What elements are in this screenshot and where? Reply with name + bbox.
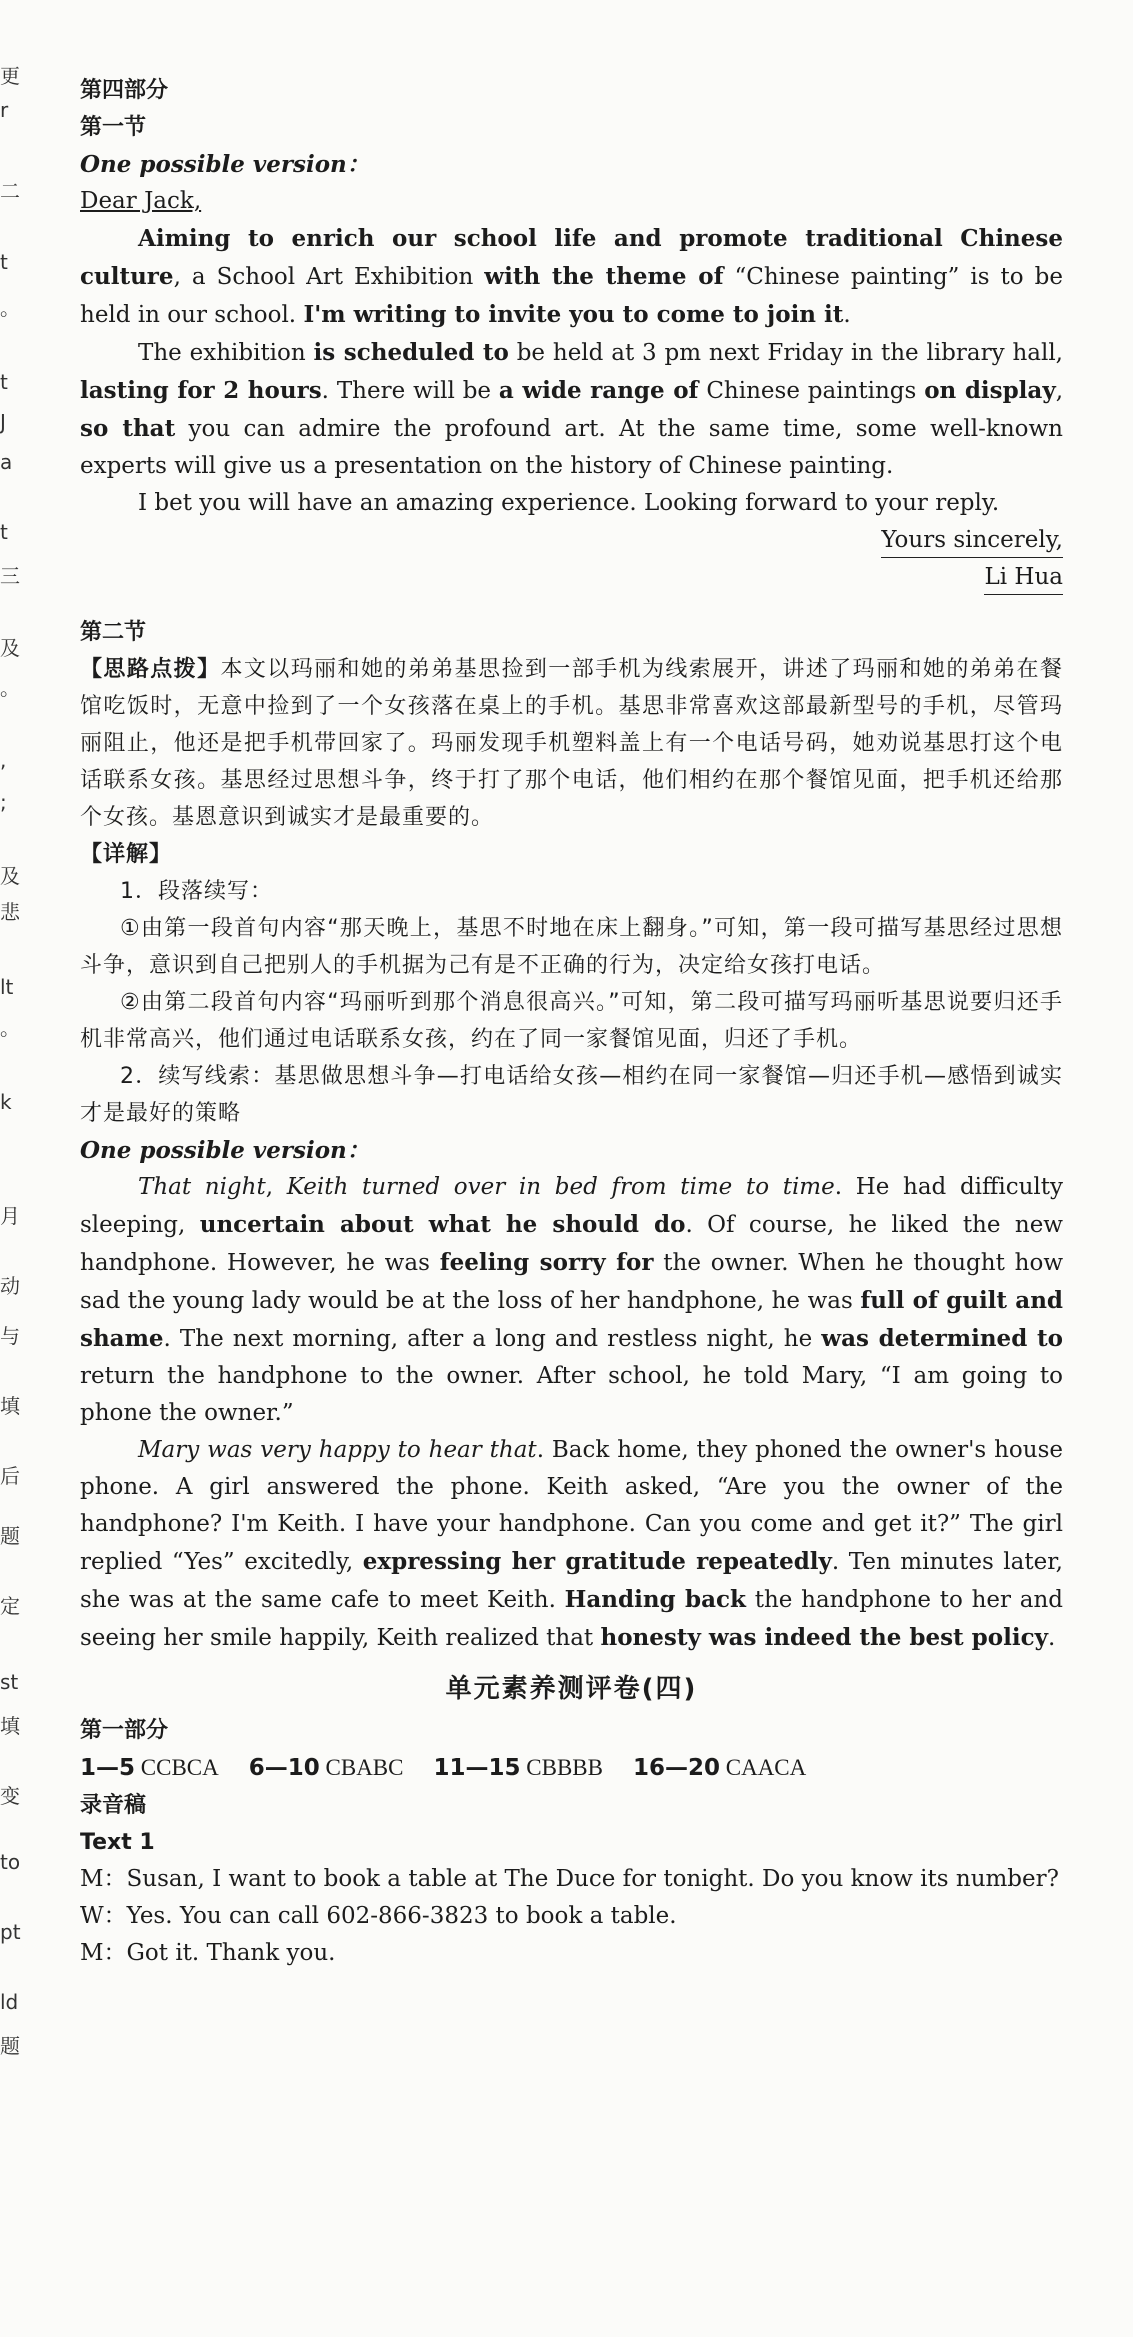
answer-keys: CBBBB bbox=[520, 1755, 603, 1780]
dialogue-line: M：Susan, I want to book a table at The Duce for tonight. Do you know its number? bbox=[80, 1866, 1059, 1892]
text-run: so that bbox=[80, 415, 176, 442]
text-run: the owner. When he thought how sad the young lady would be at the loss of her handphone, he was bbox=[80, 1250, 1063, 1314]
margin-fragment: 三 bbox=[0, 564, 20, 588]
text-run: uncertain about what he should do bbox=[199, 1211, 686, 1238]
story-paragraph-2 bbox=[80, 1432, 1063, 1657]
text-run: . Of course, he liked the new handphone. However, he was bbox=[80, 1212, 1063, 1276]
hint-label: 【思路点拨】 bbox=[80, 657, 221, 682]
transcript-heading: 录音稿 bbox=[80, 1793, 147, 1818]
margin-fragment: 动 bbox=[0, 1274, 20, 1298]
text-run: . Back home, they phoned the owner's house phone. A girl answered the phone. Keith asked, “Are you the owner of the handphone? I'm Keith. I have your handphone. Can you come and get it?” The girl replied “Yes” excitedly, bbox=[80, 1437, 1063, 1575]
text-run: Chinese paintings bbox=[698, 378, 925, 404]
part4-heading: 第四部分 bbox=[80, 78, 169, 103]
text-run: is scheduled to bbox=[313, 339, 509, 366]
text-run: Mary was very happy to hear that bbox=[138, 1437, 537, 1463]
margin-fragment: pt bbox=[0, 1920, 21, 1944]
text-run: a wide range of bbox=[498, 377, 699, 404]
margin-fragment: st bbox=[0, 1670, 19, 1694]
margin-fragment: 。 bbox=[0, 296, 20, 320]
version-label: One possible version： bbox=[80, 151, 370, 178]
dialogue-line: M：Got it. Thank you. bbox=[80, 1940, 336, 1966]
detail-label: 【详解】 bbox=[80, 842, 173, 867]
margin-fragment: 及 bbox=[0, 864, 20, 888]
answer-range: 16—20 bbox=[632, 1755, 720, 1781]
text-run: be held at 3 pm next Friday in the library hall, bbox=[508, 340, 1063, 366]
margin-fragment: 后 bbox=[0, 1464, 20, 1488]
hint-paragraph: 【思路点拨】本文以玛丽和她的弟弟基思捡到一部手机为线索展开，讲述了玛丽和她的弟弟在餐馆吃饭时，无意中捡到了一个女孩落在桌上的手机。基思非常喜欢这部最新型号的手机，尽管玛丽阻止，他还是把手机带回家了。玛丽发现手机塑料盖上有一个电话号码，她劝说基思打这个电话联系女孩。基思经过思想斗争，终于打了那个电话，他们相约在那个餐馆见面，把手机还给那个女孩。基恩意识到诚实才是最重要的。 bbox=[80, 657, 1063, 830]
margin-fragment: 题 bbox=[0, 2034, 20, 2058]
answer-keys: CCBCA bbox=[135, 1755, 219, 1780]
answer-range: 11—15 bbox=[433, 1755, 521, 1781]
margin-fragment: 填 bbox=[0, 1394, 20, 1418]
text-run: return the handphone to the owner. After school, he told Mary, “I am going to phone the owner.” bbox=[80, 1363, 1063, 1426]
margin-fragment: 更 bbox=[0, 64, 20, 88]
margin-fragment: a bbox=[0, 450, 13, 474]
text-run: you can admire the profound art. At the same time, some well-known experts will give us a presentation on the history of Chinese painting. bbox=[80, 416, 1063, 479]
text-run: . There will be bbox=[321, 378, 499, 404]
letter-paragraph-1 bbox=[80, 220, 1063, 334]
letter-closing: Yours sincerely, bbox=[80, 522, 1063, 559]
text-run: was determined to bbox=[821, 1325, 1063, 1352]
answer-keys: CAACA bbox=[720, 1755, 807, 1780]
version-label-2: One possible version： bbox=[80, 1137, 370, 1164]
answer-range: 1—5 bbox=[80, 1755, 136, 1781]
text-run: That night bbox=[138, 1174, 266, 1200]
margin-fragment: 二 bbox=[0, 179, 20, 203]
text-run: . The next morning, after a long and restless night, he bbox=[163, 1326, 822, 1352]
text-run: on display bbox=[924, 377, 1056, 404]
text-run: . He had difficulty sleeping, bbox=[80, 1174, 1064, 1238]
answer-key-row bbox=[80, 1749, 1063, 1787]
unit-test-title: 单元素养测评卷(四) bbox=[445, 1674, 698, 1704]
margin-fragment: 填 bbox=[0, 1714, 20, 1738]
text-run: feeling sorry for bbox=[439, 1249, 654, 1276]
margin-fragment: 。 bbox=[0, 1016, 20, 1040]
detail-item-1a: ①由第一段首句内容“那天晚上，基思不时地在床上翻身。”可知，第一段可描写基思经过思想斗争，意识到自己把别人的手机据为己有是不正确的行为，决定给女孩打电话。 bbox=[80, 916, 1063, 978]
margin-fragment: lt bbox=[0, 975, 14, 999]
unit-part1-heading: 第一部分 bbox=[80, 1718, 169, 1743]
detail-item-1: 1．段落续写： bbox=[120, 879, 273, 904]
margin-fragment: 及 bbox=[0, 636, 20, 660]
margin-fragment: k bbox=[0, 1090, 12, 1114]
answer-keys: CBABC bbox=[319, 1755, 404, 1780]
text1-heading: Text 1 bbox=[80, 1830, 155, 1855]
answer-range: 6—10 bbox=[248, 1755, 320, 1781]
text-run: Aiming to enrich our school life and promote traditional Chinese culture bbox=[80, 225, 1063, 290]
text-run: expressing her gratitude repeatedly bbox=[362, 1548, 832, 1575]
margin-fragment: to bbox=[0, 1850, 21, 1874]
text-run: “Chinese painting” is to be held in our school. bbox=[80, 264, 1063, 328]
margin-fragment: J bbox=[0, 410, 6, 434]
dialogue-line: W：Yes. You can call 602-866-3823 to book a table. bbox=[80, 1903, 677, 1929]
dialogue bbox=[80, 1861, 1063, 1972]
text-run: I'm writing to invite you to come to join it bbox=[303, 301, 844, 328]
text-run: , a School Art Exhibition bbox=[173, 264, 485, 290]
text-run: honesty was indeed the best policy bbox=[600, 1624, 1048, 1651]
detail-item-1b: ②由第二段首句内容“玛丽听到那个消息很高兴。”可知，第二段可描写玛丽听基思说要归还手机非常高兴，他们通过电话联系女孩，约在了同一家餐馆见面，归还了手机。 bbox=[80, 990, 1063, 1052]
margin-fragment: , bbox=[0, 748, 7, 772]
text-run: the handphone to her and seeing her smile happily, Keith realized that bbox=[80, 1587, 1063, 1651]
margin-fragment: t bbox=[0, 370, 8, 394]
story-paragraph-1 bbox=[80, 1169, 1063, 1432]
section1-heading: 第一节 bbox=[80, 115, 147, 140]
section2-heading: 第二节 bbox=[80, 620, 147, 645]
margin-fragment: 。 bbox=[0, 676, 20, 700]
margin-fragment: ld bbox=[0, 1990, 19, 2014]
margin-fragment: 题 bbox=[0, 1524, 20, 1548]
text-run: Handing back bbox=[564, 1586, 746, 1613]
margin-fragment: t bbox=[0, 520, 8, 544]
margin-fragment: 悲 bbox=[0, 900, 20, 924]
margin-fragment: 与 bbox=[0, 1324, 20, 1348]
text-run: . bbox=[843, 302, 851, 328]
text-run: with the theme of bbox=[484, 263, 724, 290]
letter-paragraph-2 bbox=[80, 334, 1063, 485]
letter-salutation: Dear Jack, bbox=[80, 188, 202, 214]
answer-page bbox=[80, 72, 1063, 1972]
text-run: , bbox=[265, 1174, 287, 1200]
text-run: Keith turned over in bed from time to time bbox=[286, 1174, 835, 1200]
text-run: , bbox=[1055, 378, 1063, 404]
margin-fragment: 变 bbox=[0, 1784, 20, 1808]
margin-fragment: ; bbox=[0, 790, 7, 814]
letter-signature: Li Hua bbox=[80, 559, 1063, 596]
text-run: full of guilt and shame bbox=[80, 1287, 1063, 1352]
margin-fragment: t bbox=[0, 250, 8, 274]
margin-fragment: 定 bbox=[0, 1594, 20, 1618]
text-run: lasting for 2 hours bbox=[80, 377, 322, 404]
margin-fragment: r bbox=[0, 98, 9, 122]
text-run: The exhibition bbox=[138, 340, 314, 366]
margin-fragment: 月 bbox=[0, 1204, 20, 1228]
letter-paragraph-3: I bet you will have an amazing experience. Looking forward to your reply. bbox=[138, 490, 1000, 516]
text-run: . bbox=[1047, 1625, 1056, 1651]
text-run: . Ten minutes later, she was at the same cafe to meet Keith. bbox=[80, 1549, 1063, 1613]
detail-item-2: 2．续写线索：基思做思想斗争—打电话给女孩—相约在同一家餐馆—归还手机—感悟到诚实才是最好的策略 bbox=[80, 1064, 1063, 1126]
